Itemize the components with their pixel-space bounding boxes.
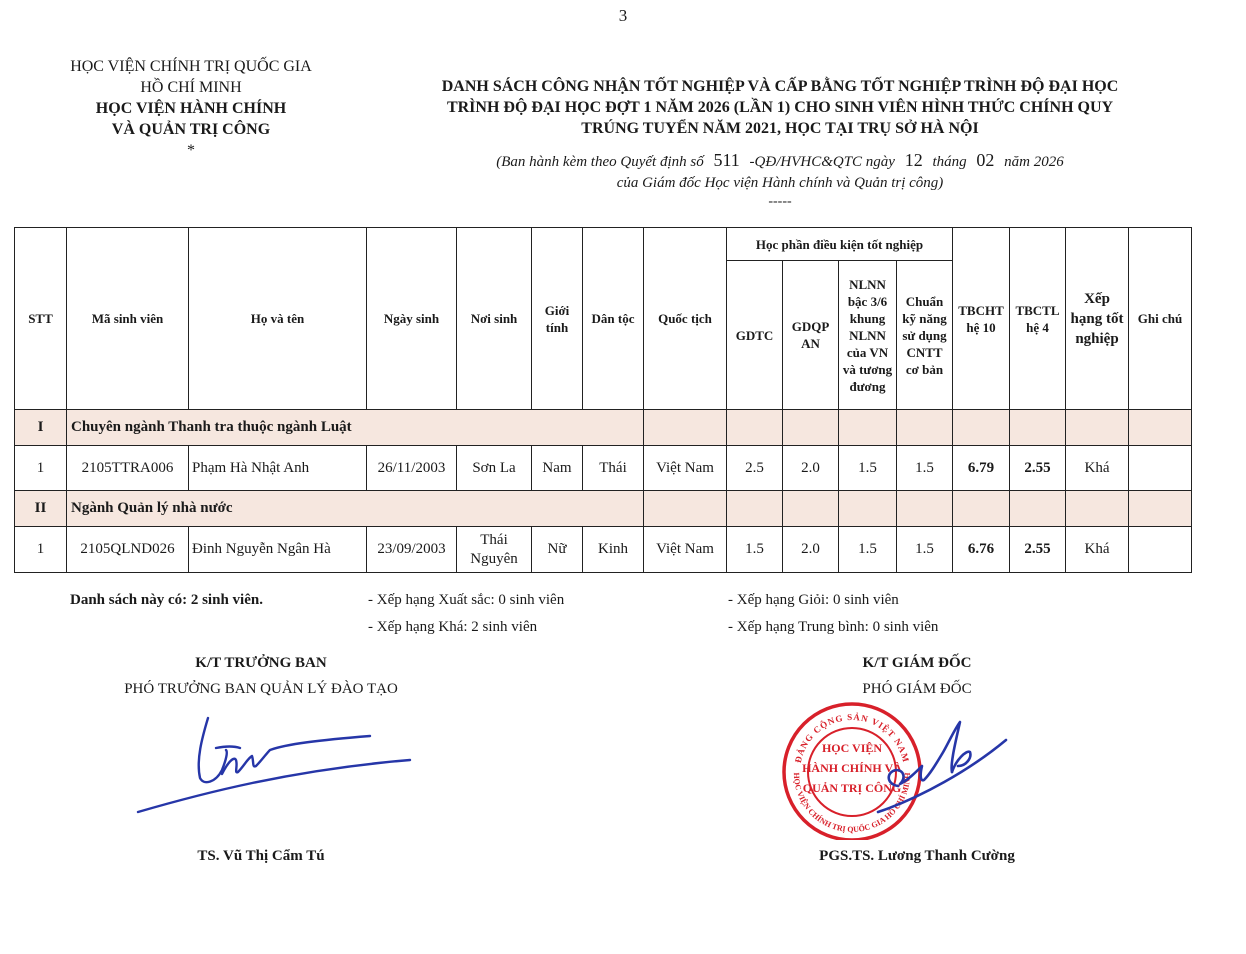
cell-stt: 1 (15, 527, 67, 573)
table-row (15, 446, 1192, 491)
cell-student-id: 2105QLND026 (67, 527, 189, 573)
section-title: Ngành Quản lý nhà nước (67, 491, 644, 527)
issued-prefix: (Ban hành kèm theo Quyết định số (496, 154, 704, 170)
header-stt: STT (15, 228, 67, 410)
left-signer-title: K/T TRƯỞNG BAN (195, 655, 327, 671)
right-signer-subtitle: PHÓ GIÁM ĐỐC (862, 681, 972, 697)
header-nationality: Quốc tịch (644, 228, 727, 410)
header-gdqp: GDQP AN (783, 261, 839, 410)
issuance-note (410, 150, 1150, 194)
summary-very-good: - Xếp hạng Giỏi: 0 sinh viên (728, 592, 899, 608)
document-title (410, 76, 1150, 139)
left-signer-subtitle: PHÓ TRƯỞNG BAN QUẢN LÝ ĐÀO TẠO (124, 681, 398, 697)
title-line-1: DANH SÁCH CÔNG NHẬN TỐT NGHIỆP VÀ CẤP BẰNG TỐT NGHIỆP TRÌNH ĐỘ ĐẠI HỌC (441, 78, 1119, 95)
month-label: tháng (932, 154, 967, 170)
cell-cntt: 1.5 (897, 446, 953, 491)
issuer-line-1: HỌC VIỆN CHÍNH TRỊ QUỐC GIA (70, 58, 312, 75)
decision-day: 12 (904, 150, 923, 170)
header-dob: Ngày sinh (367, 228, 457, 410)
header-cntt: Chuẩn kỹ năng sử dụng CNTT cơ bản (897, 261, 953, 410)
title-line-3: TRÚNG TUYỂN NĂM 2021, HỌC TẠI TRỤ SỞ HÀ NỘI (581, 120, 979, 137)
header-birthplace: Nơi sinh (457, 228, 532, 410)
summary-average: - Xếp hạng Trung bình: 0 sinh viên (728, 619, 939, 635)
cell-birthplace: Sơn La (457, 446, 532, 491)
cell-gdtc: 1.5 (727, 527, 783, 573)
left-signature (130, 708, 420, 818)
cell-ethnicity: Thái (583, 446, 644, 491)
cell-dob: 23/09/2003 (367, 527, 457, 573)
cell-gdtc: 2.5 (727, 446, 783, 491)
cell-tbctl: 2.55 (1010, 527, 1066, 573)
header-gender: Giới tính (532, 228, 583, 410)
header-gdtc: GDTC (727, 261, 783, 410)
table-row (15, 527, 1192, 573)
cell-tbctl: 2.55 (1010, 446, 1066, 491)
section-row (15, 491, 1192, 527)
issuer-line-2: HỒ CHÍ MINH (140, 79, 242, 96)
separator-dashes: ----- (768, 194, 792, 209)
cell-gender: Nam (532, 446, 583, 491)
header-note: Ghi chú (1129, 228, 1192, 410)
seal-center-line-1: HỌC VIỆN (821, 741, 883, 755)
cell-nationality: Việt Nam (644, 446, 727, 491)
section-number: II (15, 491, 67, 527)
section-row (15, 410, 1192, 446)
summary-excellent: - Xếp hạng Xuất sắc: 0 sinh viên (368, 592, 565, 608)
title-line-2: TRÌNH ĐỘ ĐẠI HỌC ĐỢT 1 NĂM 2026 (LẦN 1) CHO SINH VIÊN HÌNH THỨC CHÍNH QUY (446, 99, 1114, 116)
issuer-line-3: HỌC VIỆN HÀNH CHÍNH (95, 100, 287, 117)
cell-birthplace: Thái Nguyên (457, 527, 532, 573)
cell-dob: 26/11/2003 (367, 446, 457, 491)
seal-ring-top: ĐẢNG CỘNG SẢN VIỆT NAM (792, 711, 912, 764)
header-rank: Xếp hạng tốt nghiệp (1066, 228, 1129, 410)
issuer-line-4: VÀ QUẢN TRỊ CÔNG (111, 121, 271, 138)
decision-month: 02 (976, 150, 995, 170)
cell-ethnicity: Kinh (583, 527, 644, 573)
cell-name: Phạm Hà Nhật Anh (189, 446, 367, 491)
cell-nationality: Việt Nam (644, 527, 727, 573)
cell-gender: Nữ (532, 527, 583, 573)
cell-cntt: 1.5 (897, 527, 953, 573)
cell-rank: Khá (1066, 527, 1129, 573)
left-signer-name: TS. Vũ Thị Cẩm Tú (197, 848, 325, 864)
cell-gdqp: 2.0 (783, 527, 839, 573)
right-signer-name: PGS.TS. Lương Thanh Cường (819, 848, 1015, 864)
issued-mid: -QĐ/HVHC&QTC ngày (749, 154, 895, 170)
section-number: I (15, 410, 67, 446)
cell-gdqp: 2.0 (783, 446, 839, 491)
issued-line-2: của Giám đốc Học viện Hành chính và Quản trị công) (616, 175, 944, 191)
cell-name: Đinh Nguyễn Ngân Hà (189, 527, 367, 573)
summary-good: - Xếp hạng Khá: 2 sinh viên (368, 619, 538, 635)
cell-note (1129, 446, 1192, 491)
official-seal (770, 700, 1020, 840)
graduation-table (14, 227, 1192, 573)
cell-tbcht: 6.79 (953, 446, 1010, 491)
header-name: Họ và tên (189, 228, 367, 410)
header-student-id: Mã sinh viên (67, 228, 189, 410)
cell-nlnn: 1.5 (839, 446, 897, 491)
section-title: Chuyên ngành Thanh tra thuộc ngành Luật (67, 410, 644, 446)
cell-stt: 1 (15, 446, 67, 491)
header-ethnicity: Dân tộc (583, 228, 644, 410)
issuer-star: * (187, 142, 195, 159)
year-label: năm 2026 (1004, 154, 1064, 170)
cell-nlnn: 1.5 (839, 527, 897, 573)
right-signer-title: K/T GIÁM ĐỐC (862, 655, 972, 671)
page-number: 3 (618, 6, 628, 25)
cell-rank: Khá (1066, 446, 1129, 491)
seal-ring-bottom: HỌC VIỆN CHÍNH TRỊ QUỐC GIA HỒ CHÍ MINH (791, 772, 913, 835)
cell-tbcht: 6.76 (953, 527, 1010, 573)
seal-center-line-2: HÀNH CHÍNH VÀ (802, 761, 902, 775)
cell-student-id: 2105TTRA006 (67, 446, 189, 491)
header-conditions-group: Học phần điều kiện tốt nghiệp (727, 228, 953, 261)
issuer-header (60, 56, 322, 161)
decision-number: 511 (713, 150, 740, 170)
header-tbctl: TBCTL hệ 4 (1010, 228, 1066, 410)
summary-total: Danh sách này có: 2 sinh viên. (70, 592, 263, 608)
header-nlnn: NLNN bậc 3/6 khung NLNN của VN và tương đương (839, 261, 897, 410)
seal-center-line-3: QUẢN TRỊ CÔNG (802, 781, 902, 795)
cell-note (1129, 527, 1192, 573)
header-tbcht: TBCHT hệ 10 (953, 228, 1010, 410)
